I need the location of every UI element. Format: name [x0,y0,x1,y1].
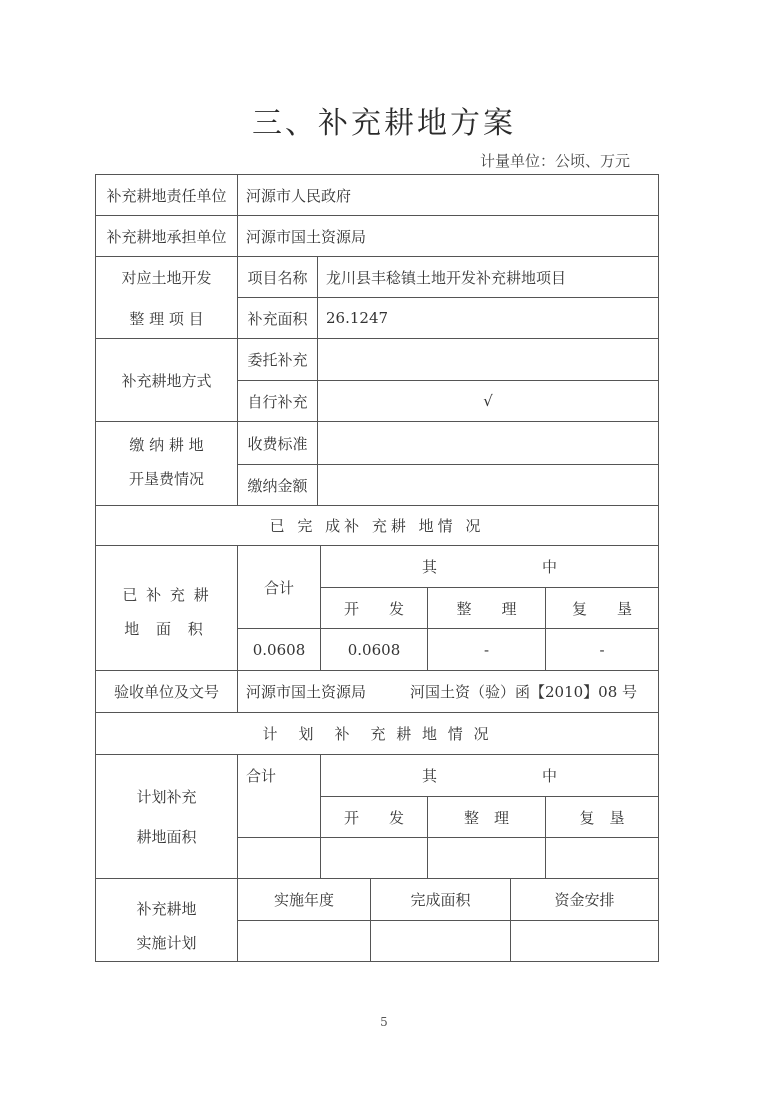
undertaking-unit-label: 补充耕地承担单位 [106,227,227,246]
completed-development-value: 0.0608 [347,640,401,659]
page-title: 三、补充耕地方案 [252,106,516,141]
undertaking-unit-value: 河源市国土资源局 [246,227,367,246]
table-border-bottom [95,961,659,962]
fee-amount-label: 缴纳金额 [247,476,308,495]
completed-of-which-label: 其 中 [421,558,557,576]
planned-section-title: 计 划 补 充 耕 地 情 况 [262,725,492,743]
planned-of-which-label: 其 中 [421,767,557,785]
impl-label-line2: 实施计划 [136,933,197,952]
completed-development-label: 开 发 [343,599,404,618]
completed-total-value: 0.0608 [252,640,306,659]
supplement-area-value: 26.1247 [326,309,389,327]
completed-area-label-line2: 地 面 积 [124,619,209,638]
planned-area-label-line1: 计划补充 [136,787,197,806]
acceptance-document-number: 河国土资（验）函【2010】08 号 [410,683,638,701]
completed-reclamation-value: - [599,640,605,659]
self-checkmark: √ [483,392,493,410]
completed-consolidation-label: 整 理 [456,599,517,618]
completed-section-title: 已 完 成补 充耕 地情 况 [269,517,485,535]
method-label: 补充耕地方式 [121,371,212,390]
impl-funds-label: 资金安排 [554,891,615,909]
row-line [237,837,659,838]
responsible-unit-label: 补充耕地责任单位 [106,186,227,205]
project-group-label-line2: 整 理 项 目 [129,309,204,328]
fee-label-line2: 开垦费情况 [128,469,204,488]
planned-development-label: 开 发 [343,808,404,827]
page-number: 5 [380,1015,388,1029]
entrusted-value [318,339,658,380]
self-label: 自行补充 [247,392,308,411]
fee-label-line1: 缴 纳 耕 地 [129,435,204,454]
row-line [95,421,659,422]
planned-consolidation-label: 整 理 [463,808,509,827]
fee-standard-label: 收费标准 [247,434,308,453]
planned-total-label: 合计 [246,766,277,785]
completed-reclamation-label: 复 垦 [571,599,632,618]
impl-label-line1: 补充耕地 [136,899,197,918]
impl-area-label: 完成面积 [410,891,471,909]
project-group-label-line1: 对应土地开发 [121,268,212,287]
entrusted-label: 委托补充 [247,351,308,369]
completed-consolidation-value: - [483,640,490,659]
project-name-label: 项目名称 [247,268,308,287]
supplement-area-label: 补充面积 [247,309,308,328]
table-border-right [658,174,659,962]
acceptance-unit: 河源市国土资源局 [246,683,367,701]
unit-note: 计量单位：公顷、万元 [479,152,630,170]
planned-area-label-line2: 耕地面积 [136,827,197,846]
acceptance-label: 验收单位及文号 [113,683,219,701]
planned-reclamation-label: 复 垦 [579,808,625,827]
project-name-value: 龙川县丰稔镇土地开发补充耕地项目 [326,268,567,287]
impl-year-label: 实施年度 [273,891,334,909]
responsible-unit-value: 河源市人民政府 [246,186,352,205]
completed-total-label: 合计 [263,578,294,597]
row-line [237,920,659,921]
completed-area-label-line1: 已 补 充 耕 [122,585,211,604]
